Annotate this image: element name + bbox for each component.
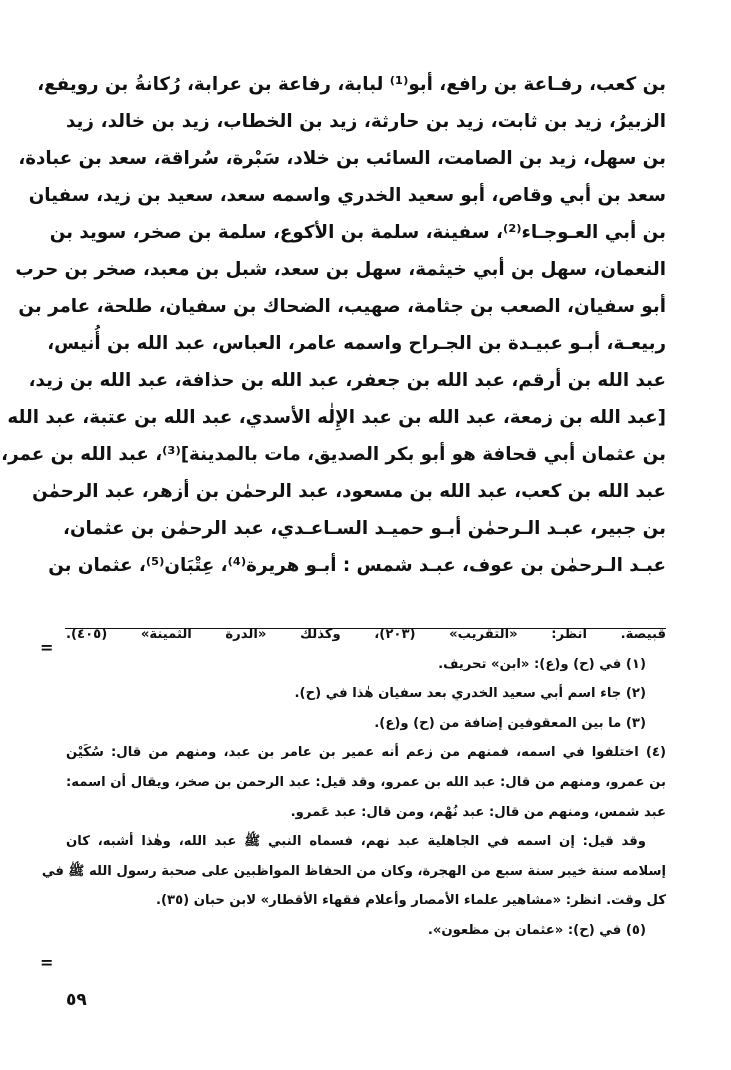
footnotes-block: [41, 620, 667, 946]
main-text-line: النعمان، سهل بن أبي خيثمة، سهل بن سعد، شبل بن معبد، صخر بن حرب: [15, 259, 666, 280]
main-text-line: [عبد الله بن زمعة، عبد الله بن عبد الإِلٰه الأسدي، عبد الله بن عتبة، عبد الله: [7, 407, 666, 428]
page-number: ٥٩: [66, 990, 87, 1010]
footnote-5: (٥) في (ح): «عثمان بن مظعون».: [427, 922, 646, 938]
footnote-line: وقد قيل: إن اسمه في الجاهلية عبد نهم، فسماه النبي ﷺ عبد الله، وهٰذا أشبه، كان: [66, 834, 646, 850]
footnote-line: عبد شمس، ومنهم من قال: عبد نُهْم، ومن قال: عبد عَمرو.: [290, 804, 666, 820]
footnote-2: (٢) جاء اسم أبي سعيد الخدري بعد سفيان هٰذا في (ح).: [294, 686, 646, 702]
main-text-line: الزبيرُ، زيد بن ثابت، زيد بن حارثة، زيد بن الخطاب، زيد بن خالد، زيد: [66, 111, 666, 132]
footnote-line: إسلامه سنة خيبر سنة سبع من الهجرة، وكان من الحفاظ المواظبين على صحبة رسول الله ﷺ في: [41, 863, 666, 879]
main-text-line: عبد الله بن كعب، عبد الله بن مسعود، عبد الرحمٰن بن أزهر، عبد الرحمٰن: [32, 481, 666, 502]
main-text-line: عبـد الـرحمٰن بن عوف، عبـد شمس : أبـو هريرة⁽⁴⁾، عِتْبَان⁽⁵⁾، عثمان بن: [48, 555, 666, 576]
main-text-block: [1, 66, 666, 584]
main-text-line: سعد بن أبي وقاص، أبو سعيد الخدري واسمه سعد، سعيد بن زيد، سفيان: [28, 185, 666, 206]
footnote-line: كل وقت. انظر: «مشاهير علماء الأمصار وأعلام فقهاء الأقطار» لابن حبان (٣٥).: [155, 893, 666, 909]
footnote-3: (٣) ما بين المعقوفين إضافة من (ح) و(ع).: [374, 715, 646, 731]
footnote-line: قبيصة. انظر: «التقريب» (٢٠٣)، وكذلك «الدرة الثمينة» (٤٠٥).: [66, 627, 667, 642]
main-text-line: ربيعـة، أبـو عبيـدة بن الجـراح واسمه عامر، العباس، عبد الله بن أُنيس،: [47, 333, 666, 354]
footnote-line: بن عمرو، ومنهم من قال: عبد الله بن عمرو، وقد قيل: عبد الرحمن بن صخر، ويقال أن اسمه:: [66, 774, 666, 790]
main-text-line: أبو سفيان، الصعب بن جثامة، صهيب، الضحاك بن سفيان، طلحة، عامر بن: [18, 296, 666, 317]
main-text-line: بن أبي العـوجـاء⁽²⁾، سفينة، سلمة بن الأكوع، سلمة بن صخر، سويد بن: [49, 222, 666, 243]
main-text-line: بن سهل، زيد بن الصامت، السائب بن خلاد، سَبْرة، سُراقة، سعد بن عبادة،: [18, 148, 666, 169]
footnote-1: (١) في (ح) و(ع): «ابن» تحريف.: [438, 656, 646, 672]
footnote-4: (٤) اختلفوا في اسمه، فمنهم من زعم أنه عمير بن عامر بن عبد، ومنهم من قال: سُكَيْن: [66, 745, 666, 761]
main-text-line: بن كعب، رفـاعة بن رافع، أبو⁽¹⁾ لبابة، رفاعة بن عرابة، رُكانةُ بن رويفع،: [37, 74, 666, 95]
main-text-line: عبد الله بن أرقم، عبد الله بن جعفر، عبد الله بن حذافة، عبد الله بن زيد،: [28, 370, 666, 391]
main-text-line: بن جبير، عبـد الـرحمٰن أبـو حميـد السـاعـدي، عبد الرحمٰن بن عثمان،: [63, 518, 666, 539]
continuation-mark-bottom: =: [40, 953, 54, 972]
continuation-mark-top: =: [40, 638, 54, 657]
main-text-line: بن عثمان أبي قحافة هو أبو بكر الصديق، مات بالمدينة]⁽³⁾، عبد الله بن عمر،: [1, 444, 666, 465]
